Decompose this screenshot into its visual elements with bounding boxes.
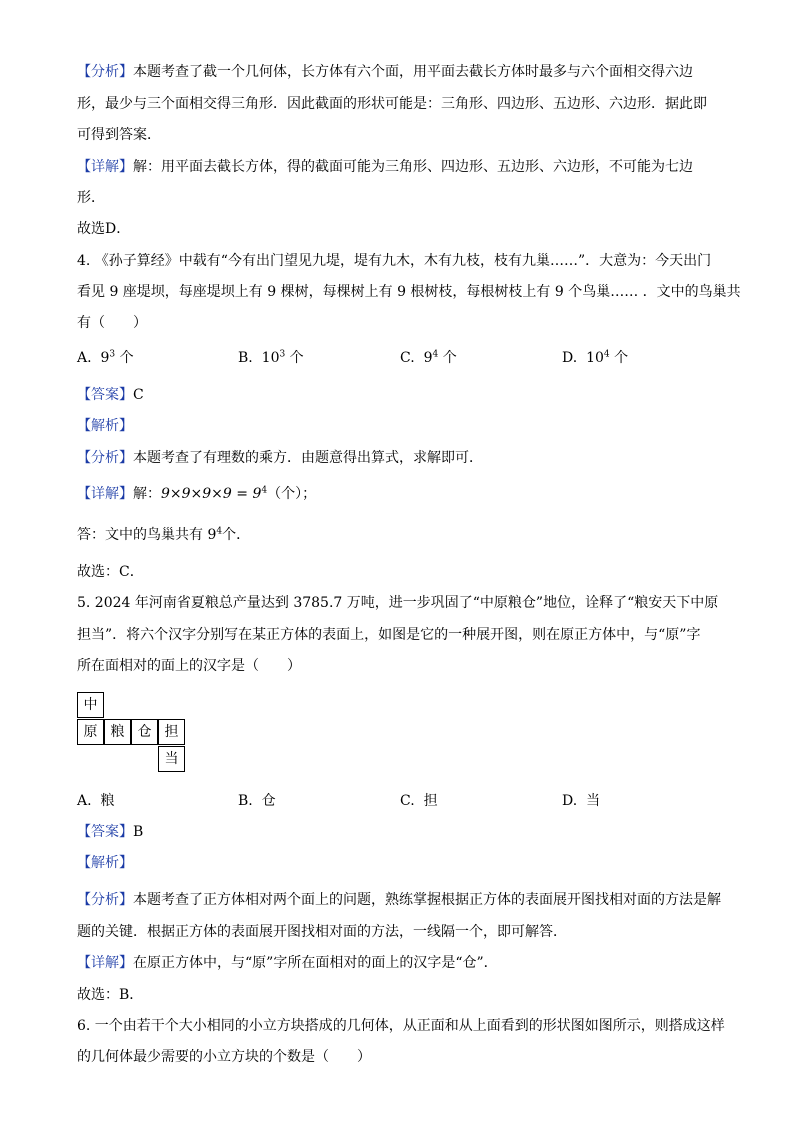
q3-analysis-text: 本题考查了截一个几何体，长方体有六个面，用平面去截长方体时最多与六个面相交得六边 — [133, 64, 693, 80]
q4-explanation-tag: 【解析】 — [77, 418, 133, 434]
net-cell-dang: 当 — [158, 746, 185, 772]
q5-answer — [77, 822, 143, 842]
q5-option-d: D. 当 — [562, 793, 601, 809]
q5-conclusion: 故选：B． — [77, 987, 144, 1003]
q3-detail-line-2: 形． — [77, 190, 105, 206]
net-cell-dan: 担 — [158, 719, 185, 745]
q5-analysis-text: 本题考查了正方体相对两个面上的问题，熟练掌握根据正方体的表面展开图找相对面的方法是解 — [133, 892, 721, 908]
q4-option-c: C. $9^4$ 个 — [400, 349, 457, 366]
q4-stem-line-3: 有（ ） — [77, 315, 147, 331]
q5-stem-line-3: 所在面相对的面上的汉字是（ ） — [77, 658, 301, 674]
q4-analysis — [77, 448, 483, 468]
q4-analysis-text: 本题考查了有理数的乘方．由题意得出算式，求解即可． — [133, 450, 483, 466]
net-cell-cang: 仓 — [131, 719, 158, 745]
analysis-tag: 【分析】 — [77, 64, 133, 80]
detail-tag: 【详解】 — [77, 955, 133, 971]
q3-detail-text: 解：用平面去截长方体，得的截面可能为三角形、四边形、五边形、六边形，不可能为七边 — [133, 159, 693, 175]
analysis-tag: 【分析】 — [77, 892, 133, 908]
q4-formula: 9×9×9×9 = 9 — [161, 486, 262, 502]
q5-analysis-line-2: 题的关键．根据正方体的表面展开图找相对面的方法，一线隔一个，即可解答． — [77, 924, 567, 940]
q4-reply: 答：文中的鸟巢共有 $9^4$个． — [77, 526, 251, 543]
net-cell-yuan: 原 — [77, 719, 104, 745]
q3-detail-line-1 — [77, 157, 693, 177]
q3-analysis-line-3: 可得到答案． — [77, 127, 161, 143]
q4-stem-line-1: 4. 《孙子算经》中载有“今有出门望见九堤，堤有九木，木有九枝，枝有九巢……”．大意为：今天出门 — [77, 253, 712, 269]
detail-tag: 【详解】 — [77, 159, 133, 175]
q6-stem-line-2: 的几何体最少需要的小立方块的个数是（ ） — [77, 1049, 371, 1065]
q5-detail-text: 在原正方体中，与“原”字所在面相对的面上的汉字是“仓”． — [133, 955, 498, 971]
net-cell-liang: 粮 — [104, 719, 131, 745]
detail-tag: 【详解】 — [77, 486, 133, 502]
answer-tag: 【答案】 — [77, 824, 133, 840]
q5-option-a: A. 粮 — [77, 793, 115, 809]
q4-detail: 【详解】解：$9\times 9\times 9\times 9 = 9^4$（个）； — [77, 485, 317, 502]
q4-answer-value: C — [133, 387, 144, 403]
q3-conclusion: 故选D． — [77, 221, 131, 237]
q4-answer — [77, 385, 144, 405]
q5-stem-line-1: 5. 2024 年河南省夏粮总产量达到 3785.7 万吨，进一步巩固了“中原粮仓”地位，诠释了“粮安天下中原 — [77, 595, 719, 611]
q4-option-d: D. $10^4$ 个 — [562, 349, 629, 366]
answer-tag: 【答案】 — [77, 387, 133, 403]
q5-answer-value: B — [133, 824, 144, 840]
q6-stem-line-1: 6. 一个由若干个大小相同的小立方块搭成的几何体，从正面和从上面看到的形状图如图所示，则搭成这样 — [77, 1018, 725, 1034]
q5-option-b: B. 仓 — [238, 793, 276, 809]
q4-conclusion: 故选：C． — [77, 564, 144, 580]
q4-option-b: B. $10^3$ 个 — [238, 349, 304, 366]
q5-detail — [77, 953, 498, 973]
q4-option-a: A. $9^3$ 个 — [77, 349, 134, 366]
q3-analysis-line-1 — [77, 62, 693, 82]
q5-option-c: C. 担 — [400, 793, 438, 809]
net-cell-zhong: 中 — [77, 692, 104, 718]
analysis-tag: 【分析】 — [77, 450, 133, 466]
q4-stem-line-2: 看见 9 座堤坝，每座堤坝上有 9 棵树，每棵树上有 9 根树枝，每根树枝上有 9 个鸟巢…… ．文中的鸟巢共 — [77, 284, 741, 300]
q5-analysis-line-1 — [77, 890, 721, 910]
q3-analysis-line-2: 形，最少与三个面相交得三角形．因此截面的形状可能是：三角形、四边形、五边形、六边形．据此即 — [77, 96, 707, 112]
q5-stem-line-2: 担当”．将六个汉字分别写在某正方体的表面上，如图是它的一种展开图，则在原正方体中，与“原”字 — [77, 627, 701, 643]
q5-explanation-tag: 【解析】 — [77, 855, 133, 871]
